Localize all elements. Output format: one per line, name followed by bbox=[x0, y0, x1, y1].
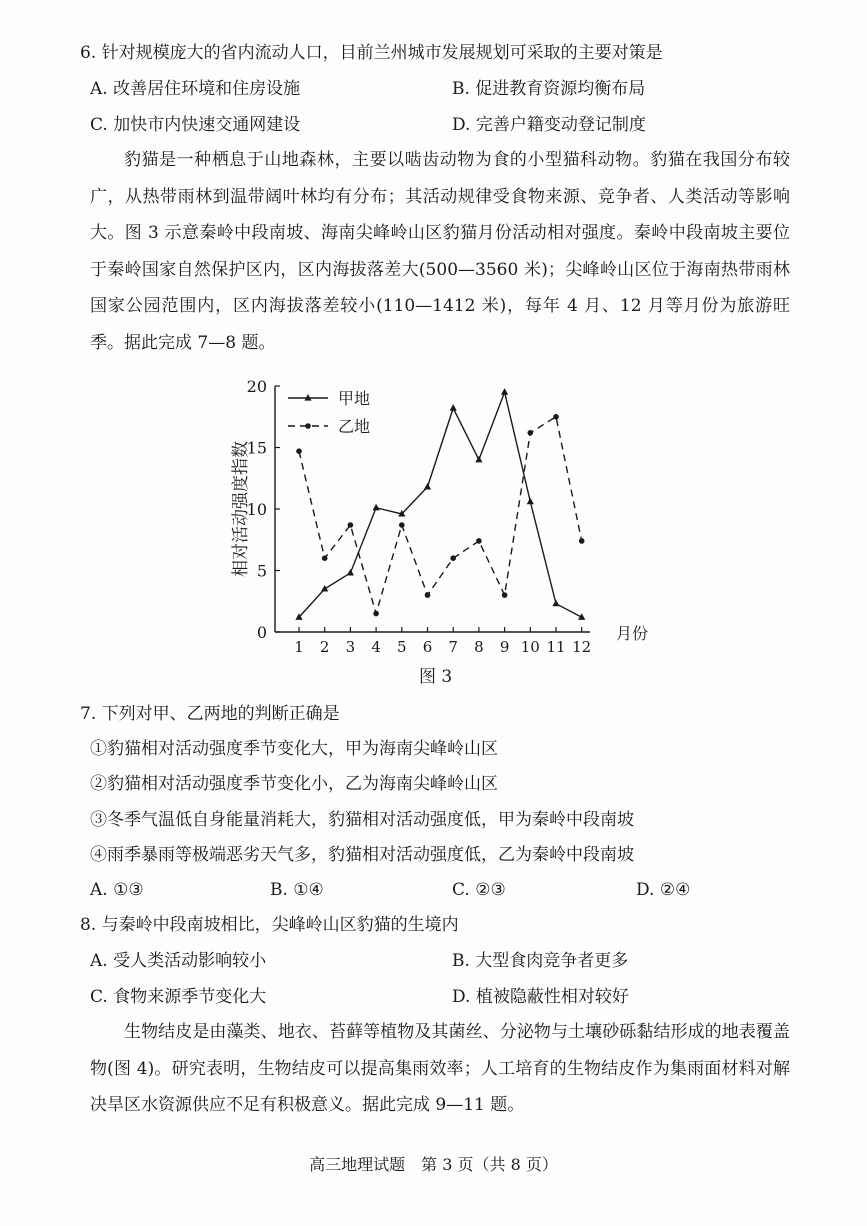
question-7-stem: 7. 下列对甲、乙两地的判断正确是 bbox=[80, 704, 340, 724]
passage-leopard-cat: 豹猫是一种栖息于山地森林，主要以啮齿动物为食的小型猫科动物。豹猫在我国分布较广，从热带雨林到温带阔叶林均有分布；其活动规律受食物来源、竞争者、人类活动等影响大。图 3 示意秦岭中段南坡、海南尖峰岭山区豹猫月份活动相对强度。秦岭中段南坡主要位于秦岭国家自然保护区内，区内海拔落差大(500—3560 米)；尖峰岭山区位于海南热带雨林国家公园范围内，区内海拔落差较小(110—1412 米)，每年 4 月、12 月等月份为旅游旺季。据此完成 7—8 题。 bbox=[90, 150, 790, 353]
series-1-point bbox=[347, 569, 354, 576]
x-tick-label: 2 bbox=[319, 638, 330, 656]
x-tick-label: 4 bbox=[371, 638, 381, 656]
legend-label-2: 乙地 bbox=[338, 417, 371, 436]
q7-option-b: B. ①④ bbox=[270, 880, 324, 900]
series-2-point bbox=[502, 592, 508, 598]
series-1-point bbox=[527, 498, 534, 505]
x-tick-label: 9 bbox=[499, 638, 510, 656]
series-2-point bbox=[528, 430, 534, 436]
question-8-stem: 8. 与秦岭中段南坡相比，尖峰岭山区豹猫的生境内 bbox=[80, 915, 459, 935]
passage-biocrust: 生物结皮是由藻类、地衣、苔藓等植物及其菌丝、分泌物与土壤砂砾黏结形成的地表覆盖物(图 4)。研究表明，生物结皮可以提高集雨效率；人工培育的生物结皮作为集雨面材料对解决旱区水资源供应不足有积极意义。据此完成 9—11 题。 bbox=[90, 1022, 790, 1115]
series-2-point bbox=[425, 592, 431, 598]
series-1-point bbox=[475, 456, 482, 463]
q8-option-b: B. 大型食肉竞争者更多 bbox=[452, 951, 629, 971]
x-tick-label: 1 bbox=[294, 638, 304, 656]
series-2-point bbox=[476, 538, 482, 544]
series-1-point bbox=[424, 483, 431, 490]
x-tick-label: 7 bbox=[448, 638, 458, 656]
q7-statement-2: ②豹猫相对活动强度季节变化小，乙为海南尖峰岭山区 bbox=[90, 774, 498, 794]
y-axis-label: 相对活动强度指数 bbox=[231, 441, 251, 577]
series-2-point bbox=[553, 414, 559, 420]
y-tick-label: 0 bbox=[256, 623, 267, 642]
figure-caption: 图 3 bbox=[419, 667, 453, 687]
q6-option-a: A. 改善居住环境和住房设施 bbox=[90, 79, 301, 99]
series-1-point bbox=[450, 404, 457, 411]
legend-marker-2 bbox=[305, 423, 311, 429]
x-tick-label: 12 bbox=[572, 638, 592, 656]
x-tick-label: 3 bbox=[345, 638, 356, 656]
y-tick-label: 10 bbox=[246, 500, 267, 519]
q7-statement-1: ①豹猫相对活动强度季节变化大，甲为海南尖峰岭山区 bbox=[90, 739, 498, 759]
series-1-point bbox=[501, 388, 508, 395]
x-tick-label: 8 bbox=[474, 638, 484, 656]
q6-option-c: C. 加快市内快速交通网建设 bbox=[90, 115, 301, 135]
q7-statement-4: ④雨季暴雨等极端恶劣天气多，豹猫相对活动强度低，乙为秦岭中段南坡 bbox=[90, 845, 634, 865]
series-2-point bbox=[399, 522, 405, 528]
q6-option-d: D. 完善户籍变动登记制度 bbox=[452, 115, 646, 135]
series-2-point bbox=[579, 538, 585, 544]
activity-line-chart bbox=[220, 370, 660, 660]
x-tick-label: 6 bbox=[422, 638, 433, 656]
x-tick-label: 11 bbox=[546, 638, 566, 656]
y-tick-label: 5 bbox=[256, 561, 267, 581]
q8-option-c: C. 食物来源季节变化大 bbox=[90, 987, 267, 1007]
question-6-stem: 6. 针对规模庞大的省内流动人口，目前兰州城市发展规划可采取的主要对策是 bbox=[80, 43, 663, 63]
q8-option-a: A. 受人类活动影响较小 bbox=[90, 951, 267, 971]
series-2-point bbox=[296, 448, 302, 454]
legend-label-1: 甲地 bbox=[338, 389, 371, 408]
series-2-point bbox=[373, 611, 379, 617]
y-tick-label: 20 bbox=[246, 377, 267, 396]
q6-option-b: B. 促进教育资源均衡布局 bbox=[452, 79, 646, 99]
q7-option-c: C. ②③ bbox=[452, 880, 506, 900]
x-tick-label: 10 bbox=[520, 638, 540, 656]
series-1-point bbox=[552, 600, 559, 607]
legend-marker-1 bbox=[304, 394, 311, 401]
q8-option-d: D. 植被隐蔽性相对较好 bbox=[452, 987, 629, 1007]
series-2-point bbox=[450, 555, 456, 561]
q7-option-d: D. ②④ bbox=[636, 880, 691, 900]
q7-statement-3: ③冬季气温低自身能量消耗大，豹猫相对活动强度低，甲为秦岭中段南坡 bbox=[90, 810, 634, 830]
series-2-point bbox=[322, 555, 328, 561]
x-tick-label: 5 bbox=[397, 638, 407, 656]
series-1-point bbox=[321, 585, 328, 592]
series-1-point bbox=[373, 504, 380, 511]
y-tick-label: 15 bbox=[246, 438, 267, 458]
q7-option-a: A. ①③ bbox=[90, 880, 144, 900]
page-footer: 高三地理试题 第 3 页（共 8 页） bbox=[309, 1155, 558, 1174]
x-axis-label: 月份 bbox=[616, 624, 649, 643]
series-2-point bbox=[348, 522, 354, 528]
